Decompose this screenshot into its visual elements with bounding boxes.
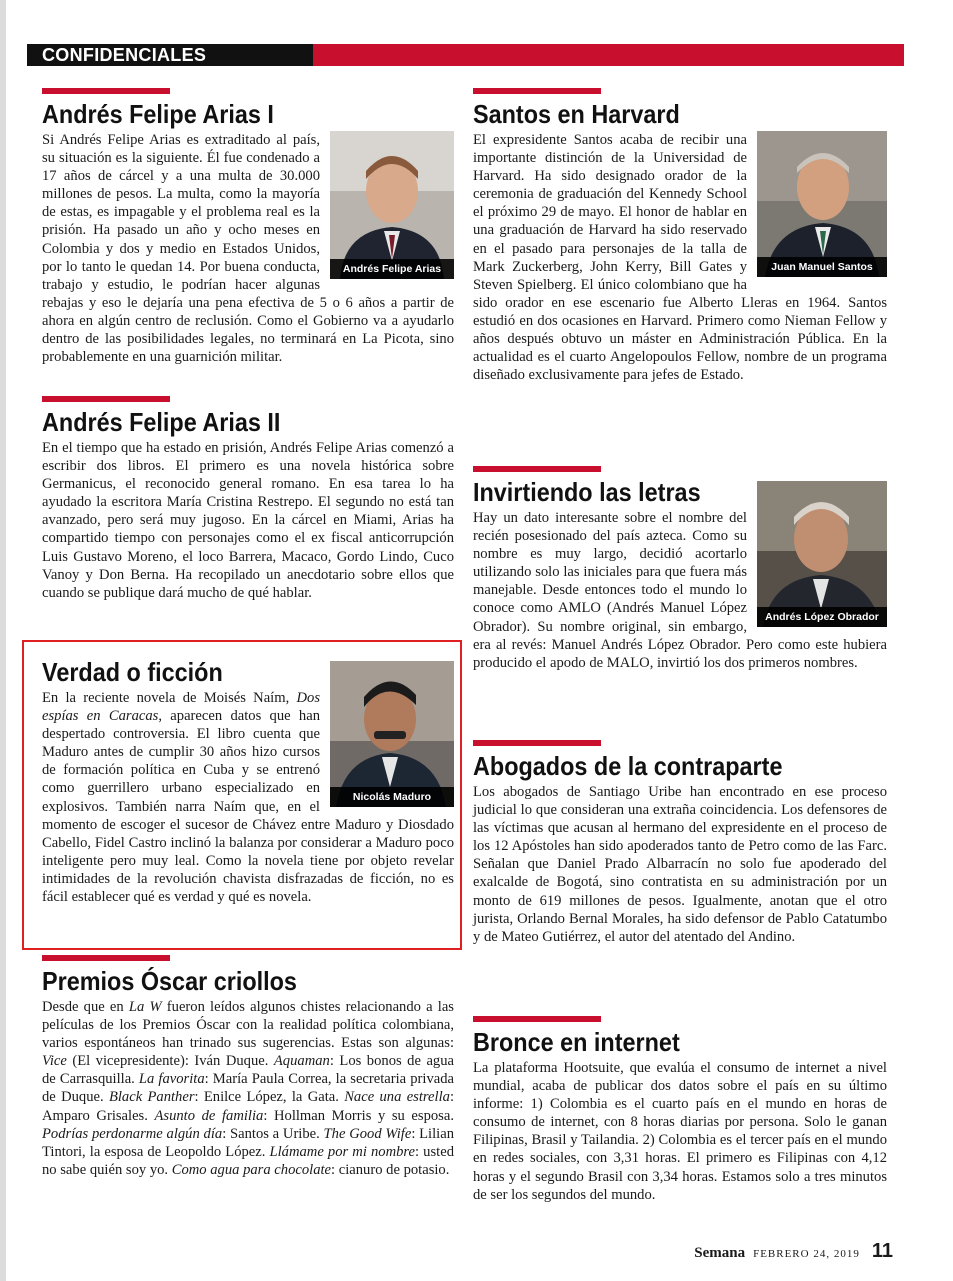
body-text: : Hollman Morris y su esposa. xyxy=(263,1107,454,1124)
portrait-santos xyxy=(757,131,887,277)
article-oscar xyxy=(42,955,454,1179)
article-body: El expresidente Santos acaba de recibir una importante distinción de la Universidad de Harvard. Ha sido designado orador de la ceremonia de graduación del Kennedy School el próximo 29 de mayo. El honor de hablar en una graduación de Harvard ha sido reservado en el pasado para personajes de la talla de Mark Zuckerberg, John Kerry, Bill Gates y Steven Spielberg. El único colombiano que ha sido orador en ese escenario fue Alberto Lleras en 1964. Santos estudió en dos ocasiones en Harvard. Primero como Nieman Fellow y años después obtuvo un máster en Administración Pública. En la actualidad es el cuarto Angelopoulos Fellow, nombre de un programa diseñado exclusivamente para jefes de Estado. xyxy=(473,132,887,384)
body-text: Desde que en xyxy=(42,999,129,1015)
portrait-amlo xyxy=(757,481,887,627)
article-title: Invirtiendo las letras xyxy=(473,477,701,507)
article-verdad xyxy=(42,657,454,906)
body-text: En la reciente novela de Moisés Naím, xyxy=(42,690,297,706)
article-santos xyxy=(473,88,887,384)
body-text: : Santos a Uribe. xyxy=(222,1125,324,1142)
article-body: Los abogados de Santiago Uribe han encontrado en ese proceso judicial lo que consideran una extraña coincidencia. Los defensores de las víctimas que acusan al hermano del expresidente en el proceso de los 12 Apóstoles han sido apoderados tanto de Petro como de las Farc. Señalan que Daniel Prado Albarracín no solo fue apoderado del exalcalde de Bogotá, sino contratista en su administración por un monto de 619 millones de pesos. Igualmente, anotan que el otro jurista, Orlando Bernal Morales, ha sido defensor de Pablo Catatumbo y de Mateo Gutiérrez, el autor del atentado del Andino. xyxy=(473,784,887,945)
article-bronce xyxy=(473,1016,887,1204)
page-footer xyxy=(694,1240,893,1263)
photo-santos xyxy=(757,131,887,277)
article-arias-2 xyxy=(42,396,454,602)
film-title: The Good Wife xyxy=(323,1125,412,1142)
photo-caption: Nicolás Maduro xyxy=(330,787,454,807)
photo-amlo xyxy=(757,481,887,627)
film-title: Aquaman xyxy=(273,1053,330,1070)
book-title: Dos espías en Caracas xyxy=(42,690,320,725)
film-title: Asunto de familia xyxy=(154,1107,264,1124)
film-title: Podrías perdonarme algún día xyxy=(42,1125,223,1142)
film-title: La favorita xyxy=(138,1071,205,1088)
article-letras xyxy=(473,466,887,672)
film-title: Black Panther xyxy=(108,1089,195,1106)
portrait-maduro xyxy=(330,661,454,807)
article-rule xyxy=(473,466,601,472)
article-title: Andrés Felipe Arias I xyxy=(42,99,274,129)
article-rule xyxy=(473,88,601,94)
article-title: Verdad o ficción xyxy=(42,657,223,687)
section-header xyxy=(27,44,904,66)
section-header-red xyxy=(313,44,904,66)
article-title: Andrés Felipe Arias II xyxy=(42,407,281,437)
body-text: : María Paula Correa, la secretaria privada de Duque. xyxy=(42,1071,454,1106)
article-title: Santos en Harvard xyxy=(473,99,680,129)
article-body: Si Andrés Felipe Arias es extraditado al país, su situación es la siguiente. Él fue condenado a 17 años de cárcel y a una multa de 30.000 millones de pesos. La multa, como la mayoría de estas, es impagable y el problema real es la prisión. Ha pasado un año y ocho meses en Colombia y dos y medio en Estados Unidos, por lo tanto le quedan 14. Por buena conducta, trabajo y estudio, le podrían hacer algunas rebajas y eso le dejaría una pena efectiva de 5 o 6 años a partir de ahora en algún centro de reclusión. Como el Gobierno va a ayudarlo dentro de las posibilidades legales, no terminará en La Picota, sino probablemente en una guarnición militar. xyxy=(42,132,454,366)
article-abogados xyxy=(473,740,887,946)
film-title: La W xyxy=(128,999,162,1015)
body-text: fueron leídos algunos chistes relacionando a las películas de los Premios Óscar con la realidad política colombiana, varios espontáneos han trinado sus sugerencias. Estas son algunas: xyxy=(42,999,454,1052)
body-text: , aparecen datos que han despertado controversia. El libro cuenta que Maduro antes de cumplir 30 años hizo cursos de formación política en Cuba y se entrenó como guerrillero urbano especializado en explosivos. También narra Naím que, en el momento de escoger el sucesor de Chávez entre Maduro y Diosdado Cabello, Fidel Castro inclinó la balanza por considerar a Maduro poco inteligente pero muy leal. Como la novela tiene por objeto revelar intimidades de la revolución chavista disfrazadas de ficción, no es fácil establecer qué es verdad y qué es novela. xyxy=(42,708,454,906)
article-body xyxy=(42,998,454,1179)
film-title: Como agua para chocolate xyxy=(171,1161,332,1178)
article-rule xyxy=(42,396,170,402)
scan-edge xyxy=(0,0,6,1281)
page-number: 11 xyxy=(871,1240,893,1262)
article-arias-1 xyxy=(42,88,454,366)
body-text: : Lilian Tintori, la esposa de Leopoldo López. xyxy=(42,1125,454,1160)
photo-caption: Juan Manuel Santos xyxy=(757,257,887,277)
article-body: La plataforma Hootsuite, que evalúa el consumo de internet a nivel mundial, acaba de publicar dos datos sobre el país en su último informe: 1) Colombia es el cuarto país en el mundo en horas de consumo de internet, con 8 horas diarias por persona. Solo le ganan Filipinas, Brasil y Tailandia. 2) Colombia es el tercer país en el mundo en redes sociales, con 3,31 horas. El primero es Filipinas con 4,12 horas y el segundo Brasil con 3,34 horas. Estamos solo a tres minutos de ser los segundos del mundo. xyxy=(473,1060,887,1203)
photo-maduro xyxy=(330,661,454,807)
film-title: Nace una estrella xyxy=(344,1089,450,1106)
body-text: : Enilce López, la Gata. xyxy=(194,1089,345,1106)
body-text: : cianuro de potasio. xyxy=(331,1161,450,1178)
film-title: Vice xyxy=(42,1053,67,1070)
article-title: Bronce en internet xyxy=(473,1027,680,1057)
article-rule xyxy=(42,88,170,94)
magazine-name: Semana xyxy=(694,1245,746,1261)
film-title: Llámame por mi nombre xyxy=(269,1143,416,1160)
photo-caption: Andrés López Obrador xyxy=(757,607,887,627)
section-label: CONFIDENCIALES xyxy=(42,45,207,65)
body-text: : Amparo Grisales. xyxy=(42,1089,454,1124)
article-body: Hay un dato interesante sobre el nombre del recién posesionado del país azteca. Como su nombre es muy largo, decidió acortarlo utilizando solo las iniciales para que fuera más manejable. Desde entonces todo el mundo lo conoce como AMLO (Andrés Manuel López Obrador). Su nombre original, sin embargo, era al revés: Manuel Andrés López Obrador. Pero como este hubiera producido el apodo de MALO, invirtió los dos primeros nombres. xyxy=(473,510,887,671)
article-title: Premios Óscar criollos xyxy=(42,966,297,996)
issue-date: FEBRERO 24, 2019 xyxy=(753,1248,860,1260)
portrait-arias xyxy=(330,131,454,279)
article-title: Abogados de la contraparte xyxy=(473,751,783,781)
body-text: : usted no sabe quién soy yo. xyxy=(42,1143,454,1178)
article-rule xyxy=(473,740,601,746)
body-text: (El vicepresidente): Iván Duque. xyxy=(66,1053,274,1070)
article-rule xyxy=(42,955,170,961)
article-rule xyxy=(473,1016,601,1022)
article-body: En el tiempo que ha estado en prisión, Andrés Felipe Arias comenzó a escribir dos libros. El primero es una novela histórica sobre Germanicus, el reconocido general romano. En esa tarea lo ha ayudado la escritora María Cristina Restrepo. El segundo no está tan avanzado, pero será muy jugoso. En la cárcel en Miami, Arias ha compartido tiempo con personajes como el ex fiscal anticorrupción Luis Gustavo Moreno, el loco Barrera, Macaco, Gordo Lindo, Cuco Vanoy y Don Berna. Ha recopilado un anecdotario sobre ellos que cuando se publique dará mucho de qué hablar. xyxy=(42,440,454,601)
photo-arias xyxy=(330,131,454,279)
photo-caption: Andrés Felipe Arias xyxy=(330,259,454,279)
body-text: : Los bonos de agua de Carrasquilla. xyxy=(42,1053,455,1088)
